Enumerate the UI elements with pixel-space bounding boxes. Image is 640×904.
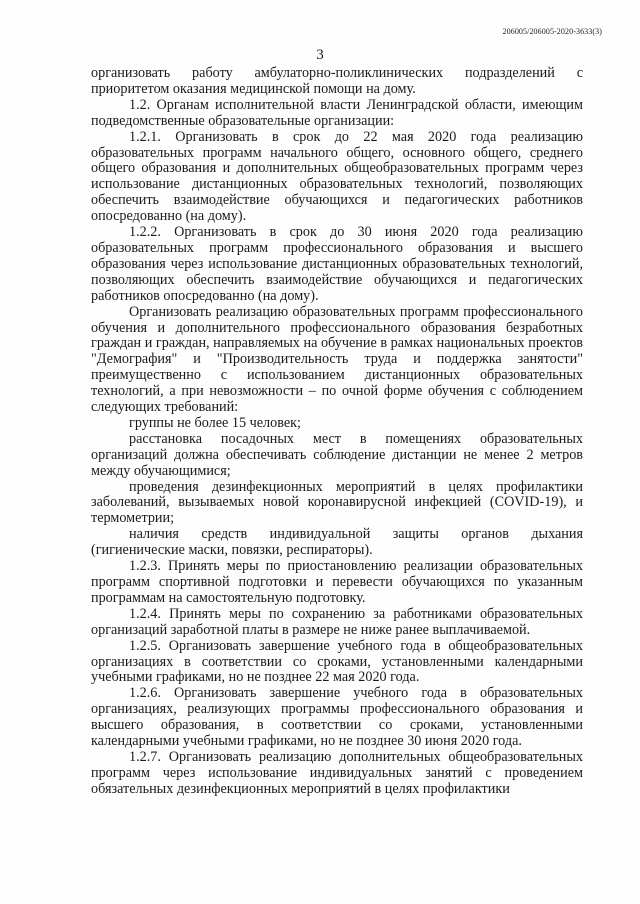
document-number: 206005/206005-2020-3633(3) — [502, 27, 602, 36]
paragraph-1-2-6: 1.2.6. Организовать завершение учебного года в образовательных организациях, реализующих программы профессионального образования и высшего образования, в соответствии со сроками, установленными календарными учебными графиками, но не позднее 30 июня 2020 года. — [91, 685, 583, 750]
paragraph-1-2-4: 1.2.4. Принять меры по сохранению за работниками образовательных организаций заработной платы в размере не ниже ранее выплачиваемой. — [91, 605, 583, 638]
paragraph-1-2-3: 1.2.3. Принять меры по приостановлению реализации образовательных программ спортивной подготовки и перевести обучающихся по указанным программам на самостоятельную подготовку. — [91, 558, 583, 606]
requirement-ppe: наличия средств индивидуальной защиты органов дыхания (гигиенические маски, повязки, респираторы). — [91, 526, 583, 559]
document-body — [91, 66, 583, 798]
paragraph-vocational-training: Организовать реализацию образовательных программ профессионального обучения и дополнительного профессионального образования безработных граждан и граждан, направляемых на обучение в рамках национальных проектов "Демография" и "Производительность труда и поддержка занятости" преимущественно с использованием дистанционных образовательных технологий, а при невозможности – по очной форме обучения с соблюдением следующих требований: — [91, 303, 583, 416]
page-number: 3 — [316, 47, 324, 63]
requirement-disinfection: проведения дезинфекционных мероприятий в целях профилактики заболеваний, вызываемых новой коронавирусной инфекцией (COVID-19), и термометрии; — [91, 478, 583, 527]
paragraph-continuation: организовать работу амбулаторно-поликлинических подразделений с приоритетом оказания медицинской помощи на дому. — [91, 65, 583, 97]
paragraph-1-2-1: 1.2.1. Организовать в срок до 22 мая 2020 года реализацию образовательных программ начального общего, основного общего, среднего общего образования и дополнительных общеобразовательных программ через использование дистанционных образовательных технологий, позволяющих обеспечить взаимодействие обучающихся и педагогических работников опосредованно (на дому). — [91, 128, 583, 225]
paragraph-1-2-5: 1.2.5. Организовать завершение учебного года в общеобразовательных организациях в соответствии со сроками, установленными календарными учебными графиками, но не позднее 22 мая 2020 года. — [91, 637, 583, 686]
requirement-group-size: группы не более 15 человек; — [129, 414, 301, 431]
requirement-seating: расстановка посадочных мест в помещениях образовательных организаций должна обеспечивать соблюдение дистанции не менее 2 метров между обучающимися; — [91, 430, 583, 479]
paragraph-1-2-7: 1.2.7. Организовать реализацию дополнительных общеобразовательных программ через использование индивидуальных занятий с проведением обязательных дезинфекционных мероприятий в целях профилактики — [91, 748, 583, 797]
paragraph-1-2-2: 1.2.2. Организовать в срок до 30 июня 2020 года реализацию образовательных программ профессионального образования и высшего образования через использование дистанционных образовательных технологий, позволяющих обеспечить взаимодействие обучающихся и педагогических работников опосредованно (на дому). — [91, 224, 583, 304]
paragraph-1-2: 1.2. Органам исполнительной власти Ленинградской области, имеющим подведомственные образовательные организации: — [91, 96, 583, 129]
